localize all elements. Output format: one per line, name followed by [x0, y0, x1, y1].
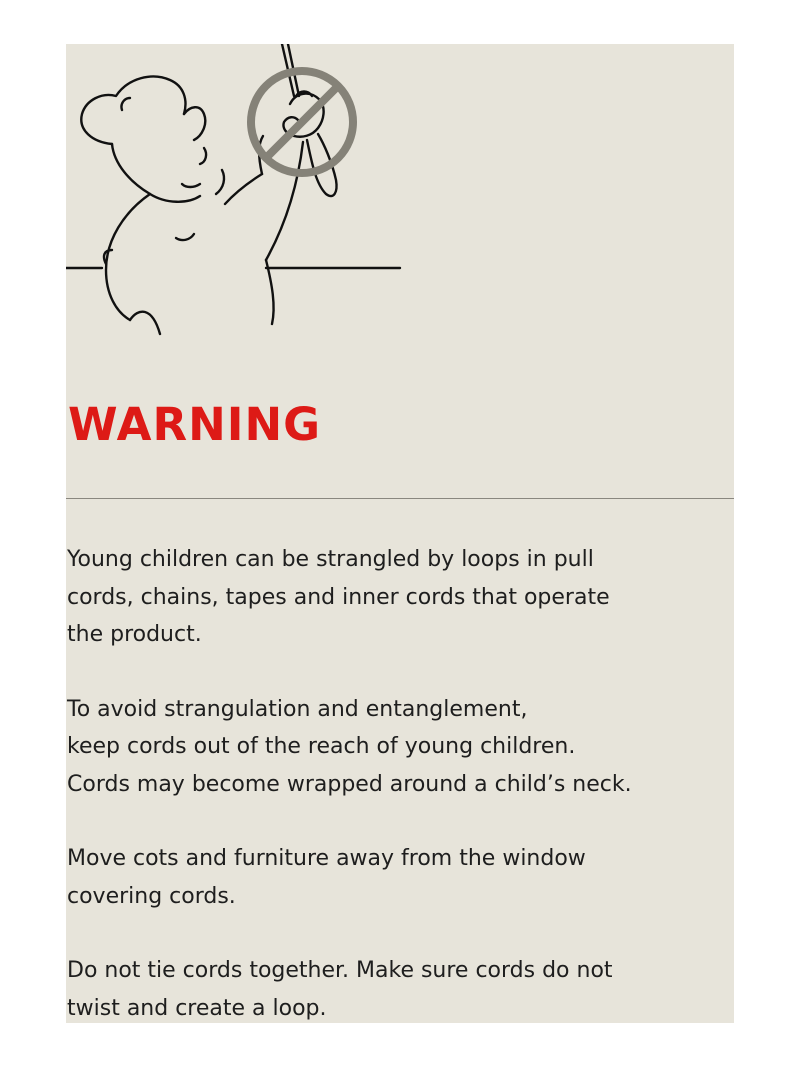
warning-title: WARNING	[68, 398, 322, 451]
text-line: Young children can be strangled by loops in pull	[67, 547, 594, 572]
text-line: the product.	[67, 622, 202, 647]
text-line: twist and create a loop.	[67, 995, 327, 1021]
text-line: cords, chains, tapes and inner cords that operate	[67, 584, 610, 610]
text-line: Move cots and furniture away from the window	[67, 846, 586, 871]
text-line: Cords may become wrapped around a child’s neck.	[67, 771, 632, 797]
child-reaching-cord-illustration	[66, 44, 734, 344]
warning-card	[66, 44, 734, 1023]
child-body	[106, 194, 150, 320]
child-head	[81, 77, 185, 144]
text-line: Do not tie cords together. Make sure cords do not	[67, 958, 613, 983]
divider	[66, 498, 734, 499]
warning-paragraph-strangled	[67, 541, 727, 654]
text-line: covering cords.	[67, 883, 236, 909]
warning-body	[67, 541, 727, 1023]
text-line: To avoid strangulation and entanglement,	[67, 696, 528, 722]
warning-paragraph-avoid	[67, 691, 727, 804]
warning-paragraph-move-cots	[67, 840, 727, 915]
warning-paragraph-tie-cords	[67, 952, 727, 1023]
text-line: keep cords out of the reach of young children.	[67, 734, 576, 759]
